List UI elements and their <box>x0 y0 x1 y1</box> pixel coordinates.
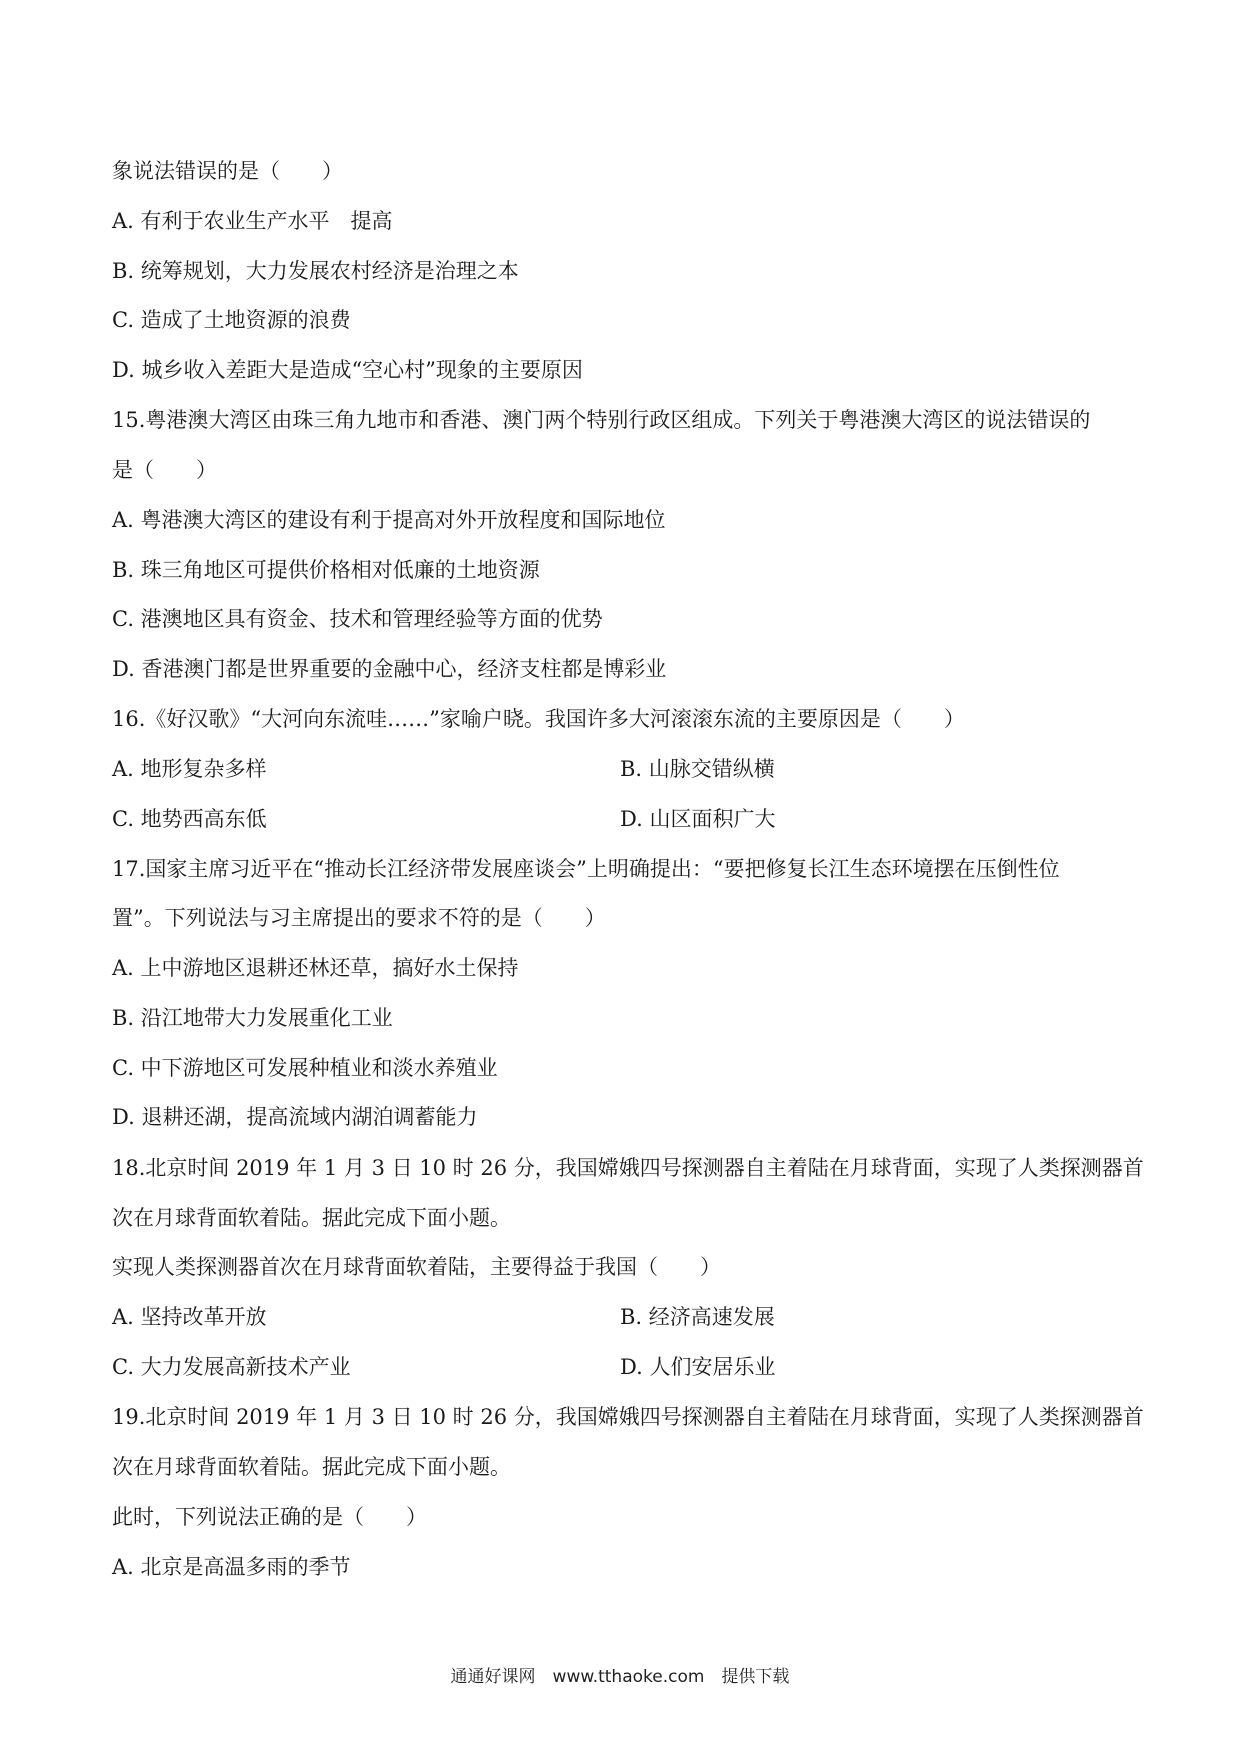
question-14-option-a: A. 有利于农业生产水平 提高 <box>112 209 393 233</box>
question-19-option-a: A. 北京是高温多雨的季节 <box>112 1555 351 1579</box>
question-15-option-b: B. 珠三角地区可提供价格相对低廉的土地资源 <box>112 558 540 582</box>
question-19-prompt: 此时，下列说法正确的是（ ） <box>112 1505 427 1529</box>
question-18-option-d: D. 人们安居乐业 <box>620 1355 776 1379</box>
question-15-stem-cont: 是（ ） <box>112 458 217 482</box>
question-18-stem: 18.北京时间 2019 年 1 月 3 日 10 时 26 分，我国嫦娥四号探测器自主着陆在月球背面，实现了人类探测器首 <box>112 1156 1144 1180</box>
question-18-stem-cont: 次在月球背面软着陆。据此完成下面小题。 <box>112 1206 511 1230</box>
question-14-option-c: C. 造成了土地资源的浪费 <box>112 308 351 332</box>
question-18-prompt: 实现人类探测器首次在月球背面软着陆，主要得益于我国（ ） <box>112 1255 721 1279</box>
question-17-stem: 17.国家主席习近平在“推动长江经济带发展座谈会”上明确提出：“要把修复长江生态环境摆在压倒性位 <box>112 857 1060 881</box>
question-14-stem-tail: 象说法错误的是（ ） <box>112 159 343 183</box>
question-17-option-b: B. 沿江地带大力发展重化工业 <box>112 1006 393 1030</box>
question-19-stem: 19.北京时间 2019 年 1 月 3 日 10 时 26 分，我国嫦娥四号探测器自主着陆在月球背面，实现了人类探测器首 <box>112 1405 1144 1429</box>
question-14-option-b: B. 统筹规划，大力发展农村经济是治理之本 <box>112 259 519 283</box>
question-16-options-row-1 <box>112 754 1132 784</box>
question-16-option-c: C. 地势西高东低 <box>112 807 267 831</box>
question-17-option-d: D. 退耕还湖，提高流域内湖泊调蓄能力 <box>112 1105 478 1129</box>
page-footer: 通通好课网 www.tthaoke.com 提供下载 <box>450 1667 790 1687</box>
question-17-option-c: C. 中下游地区可发展种植业和淡水养殖业 <box>112 1056 498 1080</box>
question-15-option-d: D. 香港澳门都是世界重要的金融中心，经济支柱都是博彩业 <box>112 657 667 681</box>
question-18-options-row-1 <box>112 1302 1132 1332</box>
question-16-option-b: B. 山脉交错纵横 <box>620 757 775 781</box>
question-18-option-c: C. 大力发展高新技术产业 <box>112 1355 351 1379</box>
question-16-stem: 16.《好汉歌》“大河向东流哇……”家喻户晓。我国许多大河滚滚东流的主要原因是（ ） <box>112 707 965 731</box>
question-17-stem-cont: 置”。下列说法与习主席提出的要求不符的是（ ） <box>112 906 606 930</box>
question-14-option-d: D. 城乡收入差距大是造成“空心村”现象的主要原因 <box>112 358 583 382</box>
question-18-option-b: B. 经济高速发展 <box>620 1305 775 1329</box>
question-15-option-c: C. 港澳地区具有资金、技术和管理经验等方面的优势 <box>112 607 603 631</box>
question-19-stem-cont: 次在月球背面软着陆。据此完成下面小题。 <box>112 1455 511 1479</box>
question-15-option-a: A. 粤港澳大湾区的建设有利于提高对外开放程度和国际地位 <box>112 508 666 532</box>
question-15-stem: 15.粤港澳大湾区由珠三角九地市和香港、澳门两个特别行政区组成。下列关于粤港澳大湾区的说法错误的 <box>112 408 1091 432</box>
question-18-options-row-2 <box>112 1352 1132 1382</box>
question-16-option-a: A. 地形复杂多样 <box>112 757 267 781</box>
question-17-option-a: A. 上中游地区退耕还林还草，搞好水土保持 <box>112 956 519 980</box>
question-16-options-row-2 <box>112 804 1132 834</box>
question-16-option-d: D. 山区面积广大 <box>620 807 776 831</box>
question-18-option-a: A. 坚持改革开放 <box>112 1305 267 1329</box>
